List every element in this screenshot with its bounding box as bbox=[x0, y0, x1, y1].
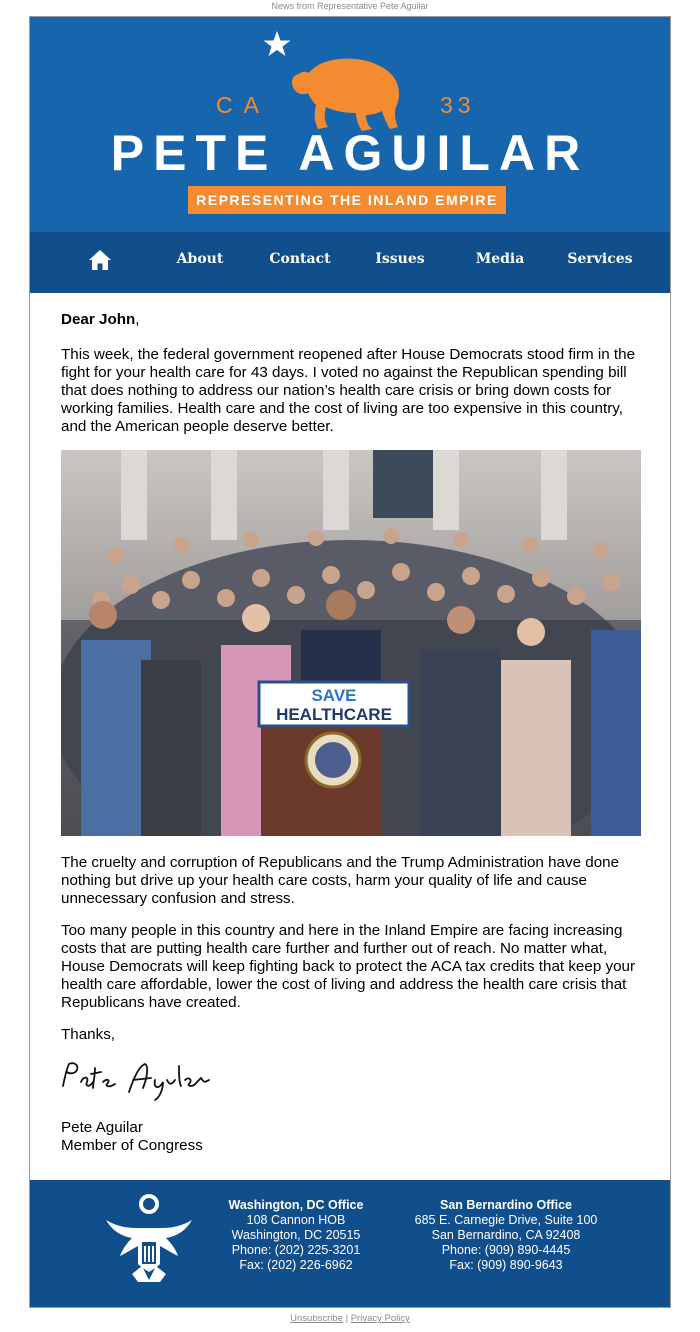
navigation-bar bbox=[30, 232, 670, 293]
preheader-text: News from Representative Pete Aguilar bbox=[271, 1, 429, 11]
closing: Thanks, bbox=[61, 1026, 116, 1043]
sender-title: Member of Congress bbox=[61, 1137, 203, 1154]
sb-office bbox=[396, 1198, 616, 1273]
sign-line-2: HEALTHCARE bbox=[276, 705, 392, 724]
paragraph-3: Too many people in this country and here in the Inland Empire are facing increasing costs that are putting health care further and further out of reach. No matter what, House Democrats will keep fighting back to protect the ACA tax credits that keep your health care affordable, lower the cost of living and address the health care crisis that Republicans have created. bbox=[61, 922, 636, 1011]
privacy-policy-link[interactable]: Privacy Policy bbox=[350, 1313, 410, 1324]
state-label: CA bbox=[216, 92, 270, 118]
sign-line-1: SAVE bbox=[311, 686, 357, 705]
footer-links bbox=[0, 1313, 700, 1324]
sb-office-title: San Bernardino Office bbox=[440, 1198, 572, 1212]
header-banner bbox=[30, 17, 670, 232]
nav-about-link[interactable]: About bbox=[176, 251, 224, 267]
photo-illustration bbox=[61, 450, 641, 836]
salutation-comma: , bbox=[135, 311, 140, 328]
nav-media-link[interactable]: Media bbox=[475, 251, 525, 267]
sb-office-phone: Phone: (909) 890-4445 bbox=[441, 1243, 571, 1257]
footer bbox=[30, 1180, 670, 1307]
tagline-badge: REPRESENTING THE INLAND EMPIRE bbox=[188, 186, 506, 214]
representative-name: PETE AGUILAR bbox=[110, 125, 590, 181]
signature-image bbox=[59, 1058, 229, 1102]
salutation-name: Dear John bbox=[61, 311, 136, 328]
unsubscribe-link[interactable]: Unsubscribe bbox=[290, 1313, 343, 1324]
paragraph-2: The cruelty and corruption of Republicans and the Trump Administration have done nothing but drive up your health care costs, harm your quality of life and cause unnecessary confusion and stress. bbox=[61, 854, 620, 907]
dc-office-line2: Washington, DC 20515 bbox=[231, 1228, 361, 1242]
nav-services-link[interactable]: Services bbox=[567, 251, 633, 267]
salutation bbox=[61, 311, 639, 329]
dc-office bbox=[212, 1198, 380, 1273]
dc-office-fax: Fax: (202) 226-6962 bbox=[239, 1258, 353, 1272]
paragraph-1: This week, the federal government reopened after House Democrats stood firm in the fight for your health care for 43 days. I voted no against the Republican spending bill that does nothing to address our nation’s health care crisis or bring down costs for working families. Health care and the cost of living are too expensive in this country, and the American people deserve better. bbox=[61, 346, 636, 435]
dc-office-line1: 108 Cannon HOB bbox=[246, 1213, 346, 1227]
dc-office-phone: Phone: (202) 225-3201 bbox=[231, 1243, 361, 1257]
home-icon[interactable] bbox=[88, 249, 112, 271]
sender-name: Pete Aguilar bbox=[61, 1119, 143, 1136]
nav-contact-link[interactable]: Contact bbox=[269, 251, 331, 267]
sender-block bbox=[61, 1119, 639, 1155]
sb-office-line1: 685 E. Carnegie Drive, Suite 100 bbox=[414, 1213, 598, 1227]
press-conference-photo bbox=[61, 450, 641, 836]
dc-office-title: Washington, DC Office bbox=[228, 1198, 364, 1212]
sb-office-line2: San Bernardino, CA 92408 bbox=[431, 1228, 581, 1242]
sb-office-fax: Fax: (909) 890-9643 bbox=[449, 1258, 563, 1272]
link-separator: | bbox=[342, 1313, 351, 1324]
letter-body bbox=[61, 311, 639, 1155]
nav-issues-link[interactable]: Issues bbox=[375, 251, 425, 267]
email-frame bbox=[29, 16, 671, 1308]
eagle-seal-icon bbox=[102, 1190, 196, 1284]
district-label: 33 bbox=[440, 92, 476, 118]
